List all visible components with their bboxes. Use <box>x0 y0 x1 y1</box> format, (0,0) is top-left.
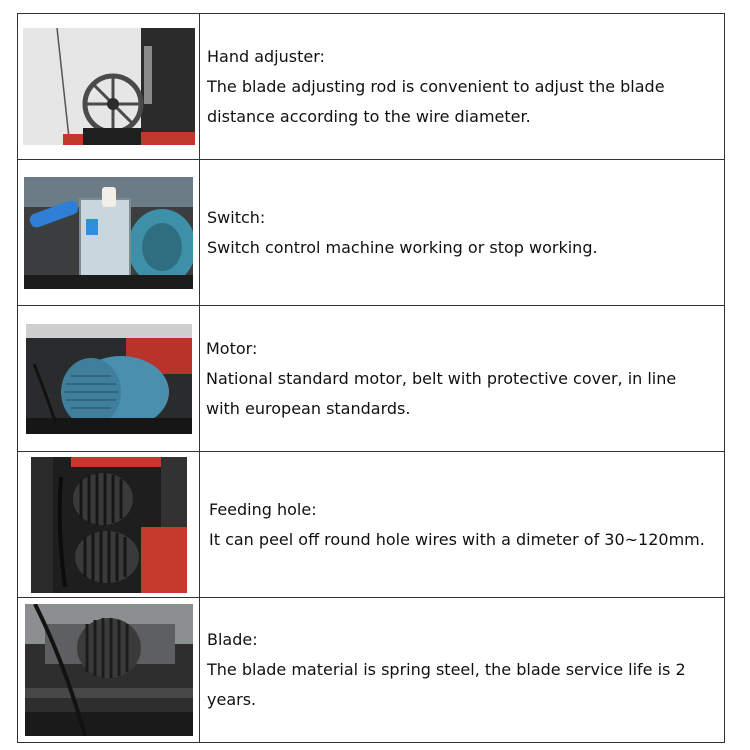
switch-box-photo <box>24 177 193 289</box>
table-row <box>18 598 725 743</box>
image-cell <box>18 160 200 306</box>
image-cell <box>18 598 200 743</box>
row-description: The blade adjusting rod is convenient to adjust the blade distance according to the wire diameter. <box>207 76 665 126</box>
image-cell <box>18 14 200 160</box>
image-cell <box>18 452 200 598</box>
text-cell <box>200 452 725 598</box>
text-cell <box>200 306 725 452</box>
row-title: Blade: <box>207 630 258 649</box>
blade-roller-photo <box>25 604 193 736</box>
feeding-rollers-photo <box>31 457 187 593</box>
row-title: Motor: <box>206 338 258 358</box>
table-row <box>18 160 725 306</box>
table-row <box>18 14 725 160</box>
text-cell <box>200 598 725 743</box>
row-title: Switch: <box>207 207 266 227</box>
row-description: National standard motor, belt with protective cover, in line with european standards. <box>206 368 677 418</box>
table-row <box>18 306 725 452</box>
image-cell <box>18 306 200 452</box>
row-description: Switch control machine working or stop working. <box>207 237 598 257</box>
text-cell <box>200 160 725 306</box>
row-title: Feeding hole: <box>209 499 317 519</box>
handwheel-adjuster-photo <box>23 28 195 145</box>
row-title: Hand adjuster: <box>207 46 325 66</box>
motor-photo <box>26 324 192 434</box>
row-description: It can peel off round hole wires with a dimeter of 30~120mm. <box>209 529 705 549</box>
row-description: The blade material is spring steel, the blade service life is 2 years. <box>207 660 686 709</box>
spec-table <box>17 13 725 743</box>
table-row <box>18 452 725 598</box>
text-cell <box>200 14 725 160</box>
